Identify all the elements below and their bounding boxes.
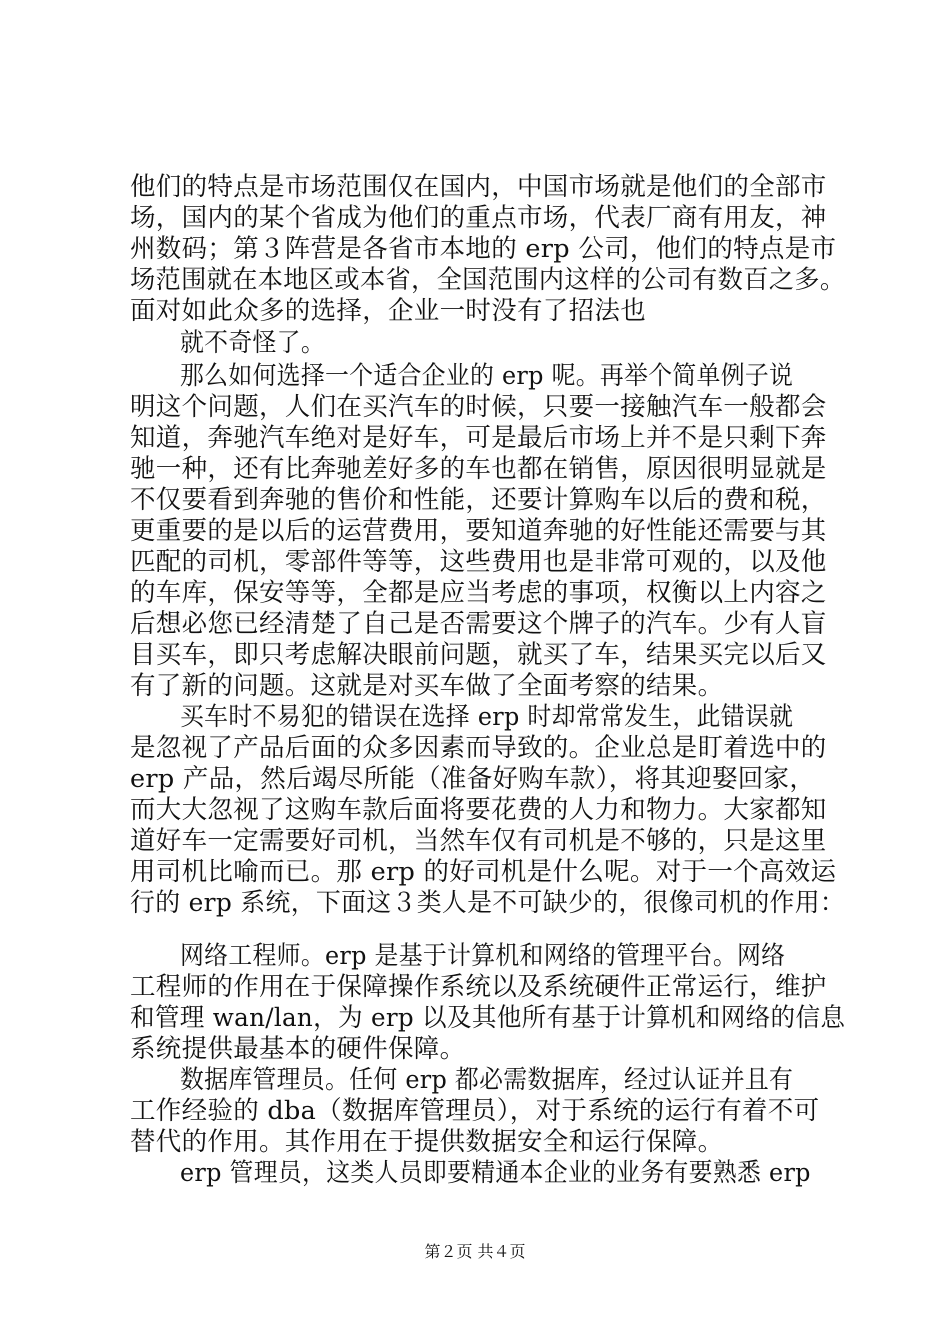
text-line: 知道，奔驰汽车绝对是好车，可是最后市场上并不是只剩下奔 — [130, 423, 827, 453]
text-line: 行的 erp 系统，下面这３类人是不可缺少的，很像司机的作用： — [130, 888, 846, 918]
text-line: 更重要的是以后的运营费用，要知道奔驰的好性能还需要与其 — [130, 516, 827, 546]
text-line: 是忽视了产品后面的众多因素而导致的。企业总是盯着选中的 — [130, 733, 827, 763]
text-line: 就不奇怪了。 — [180, 328, 325, 358]
text-line: 匹配的司机，零部件等等，这些费用也是非常可观的，以及他 — [130, 547, 827, 577]
text-line: 驰一种，还有比奔驰差好多的车也都在销售，原因很明显就是 — [130, 454, 827, 484]
text-line: 数据库管理员。任何 erp 都必需数据库，经过认证并且有 — [180, 1065, 794, 1095]
text-line: 的车库，保安等等，全都是应当考虑的事项，权衡以上内容之 — [130, 578, 827, 608]
text-line: 明这个问题，人们在买汽车的时候，只要一接触汽车一般都会 — [130, 392, 827, 422]
text-line: 目买车，即只考虑解决眼前问题，就买了车，结果买完以后又 — [130, 640, 827, 670]
text-line: 而大大忽视了这购车款后面将要花费的人力和物力。大家都知 — [130, 795, 827, 825]
text-line: 他们的特点是市场范围仅在国内，中国市场就是他们的全部市 — [130, 172, 827, 202]
text-line: 后想必您已经清楚了自己是否需要这个牌子的汽车。少有人盲 — [130, 609, 827, 639]
text-line: 那么如何选择一个适合企业的 erp 呢。再举个简单例子说 — [180, 361, 794, 391]
text-line: 工程师的作用在于保障操作系统以及系统硬件正常运行，维护 — [130, 972, 827, 1002]
text-line: erp 管理员，这类人员即要精通本企业的业务有要熟悉 erp — [180, 1158, 811, 1188]
text-line: 和管理 wan/lan，为 erp 以及其他所有基于计算机和网络的信息 — [130, 1003, 846, 1033]
text-line: 买车时不易犯的错误在选择 erp 时却常常发生，此错误就 — [180, 702, 794, 732]
text-line: 道好车一定需要好司机，当然车仅有司机是不够的，只是这里 — [130, 826, 827, 856]
text-line: 有了新的问题。这就是对买车做了全面考察的结果。 — [130, 671, 724, 701]
text-line: 面对如此众多的选择，企业一时没有了招法也 — [130, 296, 647, 326]
text-line: 用司机比喻而已。那 erp 的好司机是什么呢。对于一个高效运 — [130, 857, 837, 887]
page-footer: 第２页 共４页 — [424, 1242, 526, 1261]
text-line: 场，国内的某个省成为他们的重点市场，代表厂商有用友，神 — [130, 203, 827, 233]
text-line: erp 产品，然后竭尽所能（准备好购车款），将其迎娶回家， — [130, 764, 816, 794]
text-line: 网络工程师。erp 是基于计算机和网络的管理平台。网络 — [180, 941, 786, 971]
text-line: 替代的作用。其作用在于提供数据安全和运行保障。 — [130, 1127, 724, 1157]
text-line: 州数码；第３阵营是各省市本地的 erp 公司，他们的特点是市 — [130, 234, 837, 264]
text-line: 不仅要看到奔驰的售价和性能，还要计算购车以后的费和税， — [130, 485, 827, 515]
text-line: 工作经验的 dba（数据库管理员），对于系统的运行有着不可 — [130, 1096, 820, 1126]
text-line: 系统提供最基本的硬件保障。 — [130, 1034, 466, 1064]
text-line: 场范围就在本地区或本省，全国范围内这样的公司有数百之多。 — [130, 265, 846, 295]
